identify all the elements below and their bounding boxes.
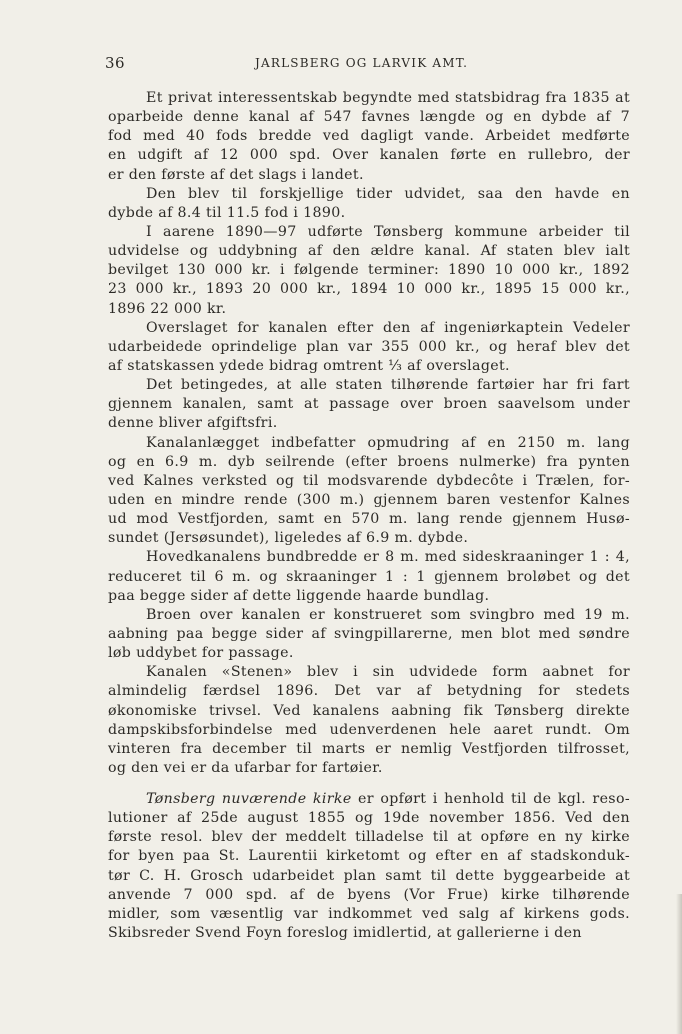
text-line: sundet (Jersøsundet), ligeledes af 6.9 m. dybde.	[108, 530, 469, 547]
text-line: er den første af det slags i landet.	[108, 166, 364, 183]
text-line: uden en mindre rende (300 m.) gjennem baren vestenfor Kalnes	[108, 491, 630, 508]
line-text: er opført i henhold til de kgl. reso-	[351, 791, 630, 808]
text-line: af statskassen ydede bidrag omtrent ⅓ af overslaget.	[108, 357, 510, 374]
text-line: udvidelse og uddybning af den ældre kanal. Af staten blev ialt	[108, 243, 630, 260]
text-line: 23 000 kr., 1893 20 000 kr., 1894 10 000 kr., 1895 15 000 kr.,	[108, 281, 630, 298]
text-line	[108, 790, 630, 809]
paragraph	[108, 548, 630, 605]
text-line: Et privat interessentskab begyndte med statsbidrag fra 1835 at	[146, 90, 630, 106]
text-line: lutioner af 25de august 1855 og 19de november 1856. Ved den	[108, 810, 630, 827]
text-line: ved Kalnes verksted og til modsvarende dybdecôte i Trælen, for-	[108, 472, 630, 489]
text-line: tør C. H. Grosch udarbeidet plan samt til dette byggearbeide at	[108, 867, 630, 884]
text-line: gjennem kanalen, samt at passage over broen saavelsom under	[108, 396, 630, 413]
text-line: dampskibsforbindelse med udenverdenen hele aaret rundt. Om	[108, 721, 630, 738]
text-line: og den vei er da ufarbar for fartøier.	[108, 759, 383, 776]
text-line: løb uddybet for passage.	[108, 645, 294, 662]
text-line: Kanalen «Stenen» blev i sin udvidede form aabnet for	[146, 664, 630, 681]
text-line: Hovedkanalens bundbredde er 8 m. med sideskraaninger 1 : 4,	[146, 549, 630, 566]
text-line: vinteren fra december til marts er nemlig Vestfjorden tilfrosset,	[108, 740, 630, 757]
paragraph	[108, 790, 630, 943]
paragraph	[108, 434, 630, 549]
text-line: 1896 22 000 kr.	[108, 300, 227, 317]
text-line: Skibsreder Svend Foyn foreslog imidlertid, at gallerierne i den	[108, 925, 582, 942]
text-line: Overslaget for kanalen efter den af ingeniørkaptein Vedeler	[146, 319, 630, 336]
text-line: fod med 40 fods bredde ved dagligt vande. Arbeidet medførte	[108, 128, 630, 145]
text-line: reduceret til 6 m. og skraaninger 1 : 1 gjennem broløbet og det	[108, 568, 630, 585]
paragraph	[108, 89, 630, 185]
text-line: Det betingedes, at alle staten tilhørende fartøier har fri fart	[146, 377, 630, 394]
page-number: 36	[105, 54, 126, 72]
text-line: I aarene 1890—97 udførte Tønsberg kommune arbeider til	[146, 223, 630, 240]
paragraph	[108, 376, 630, 433]
text-line: dybde af 8.4 til 11.5 fod i 1890.	[108, 204, 346, 221]
paragraph	[108, 185, 630, 223]
text-line: aabning paa begge sider af svingpillarerne, men blot med søndre	[108, 625, 630, 642]
text-line: økonomiske trivsel. Ved kanalens aabning fik Tønsberg direkte	[108, 702, 630, 719]
text-line: for byen paa St. Laurentii kirketomt og efter en af stadskonduk-	[108, 848, 630, 865]
running-head: JARLSBERG OG LARVIK AMT.	[255, 56, 469, 70]
text-line: ud mod Vestfjorden, samt en 570 m. lang rende gjennem Husø-	[108, 511, 630, 528]
paragraph	[108, 606, 630, 663]
paragraph	[108, 223, 630, 319]
page-header	[105, 54, 635, 74]
text-line: udarbeidede oprindelige plan var 355 000 kr., og heraf blev det	[108, 338, 630, 355]
text-line: Broen over kanalen er konstrueret som svingbro med 19 m.	[146, 606, 630, 623]
text-line: paa begge sider af dette liggende haarde bundlag.	[108, 587, 490, 604]
paragraph	[108, 663, 630, 778]
text-line: Den blev til forskjellige tider udvidet, saa den havde en	[146, 185, 630, 202]
text-line: og en 6.9 m. dyb seilrende (efter broens nulmerke) fra pynten	[108, 453, 630, 470]
text-line: midler, som væsentlig var indkommet ved salg af kirkens gods.	[108, 905, 630, 922]
body-text	[108, 89, 630, 943]
text-line: første resol. blev der meddelt tilladelse til at opføre en ny kirke	[108, 829, 630, 846]
italic-heading: Tønsberg nuværende kirke	[146, 791, 352, 808]
text-line: denne bliver afgiftsfri.	[108, 415, 278, 432]
page-edge-shadow	[676, 894, 682, 1034]
text-line: oparbeide denne kanal af 547 favnes længde og en dybde af 7	[108, 109, 630, 126]
paragraph	[108, 319, 630, 376]
text-line: en udgift af 12 000 spd. Over kanalen førte en rullebro, der	[108, 147, 630, 164]
text-line: almindelig færdsel 1896. Det var af betydning for stedets	[108, 683, 630, 700]
text-line: anvende 7 000 spd. af de byens (Vor Frue) kirke tilhørende	[108, 886, 630, 903]
text-line: Kanalanlægget indbefatter opmudring af en 2150 m. lang	[146, 434, 630, 451]
text-line: bevilget 130 000 kr. i følgende terminer: 1890 10 000 kr., 1892	[108, 262, 630, 279]
paragraph-gap	[108, 778, 630, 790]
